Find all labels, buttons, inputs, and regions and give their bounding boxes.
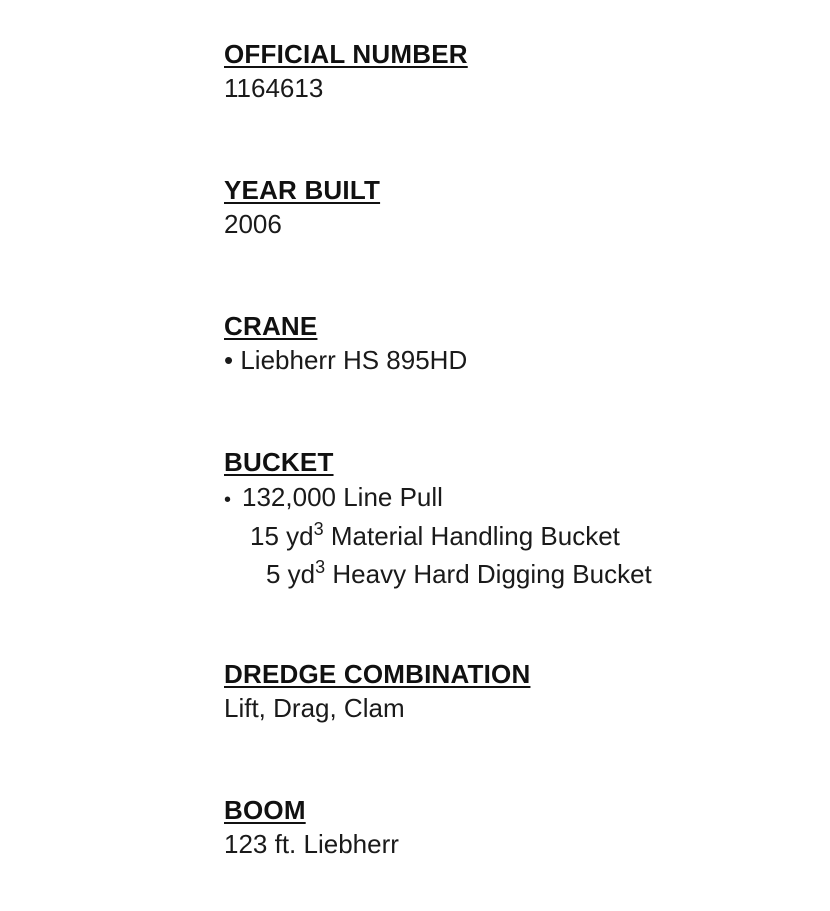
boom-heading: BOOM xyxy=(224,795,306,825)
bucket-heading: BUCKET xyxy=(224,447,334,477)
bucket-item-desc: Material Handling Bucket xyxy=(323,521,620,551)
official-number-section xyxy=(224,38,784,104)
crane-value: Liebherr HS 895HD xyxy=(240,345,468,375)
boom-value: 123 ft. Liebherr xyxy=(224,829,399,859)
bucket-item xyxy=(224,555,784,593)
dredge-combination-value: Lift, Drag, Clam xyxy=(224,693,405,723)
year-built-value: 2006 xyxy=(224,209,282,239)
bucket-section xyxy=(224,446,784,593)
dredge-combination-heading: DREDGE COMBINATION xyxy=(224,659,531,689)
crane-section xyxy=(224,310,784,376)
bucket-item-exponent: 3 xyxy=(313,519,324,539)
bucket-item xyxy=(224,517,784,555)
year-built-section xyxy=(224,174,784,240)
line-pull-value: 132,000 Line Pull xyxy=(242,482,443,512)
crane-heading: CRANE xyxy=(224,311,318,341)
official-number-value: 1164613 xyxy=(224,73,324,103)
official-number-heading: OFFICIAL NUMBER xyxy=(224,39,468,69)
bucket-item-exponent: 3 xyxy=(315,557,326,577)
bucket-item-qty: 5 yd xyxy=(266,559,316,589)
bucket-line-pull xyxy=(224,480,784,517)
crane-value-line xyxy=(224,344,784,376)
dredge-combination-section xyxy=(224,658,784,724)
bucket-item-desc: Heavy Hard Digging Bucket xyxy=(325,559,652,589)
year-built-heading: YEAR BUILT xyxy=(224,175,381,205)
bullet-glyph: • xyxy=(224,345,234,375)
bullet-glyph: • xyxy=(224,489,232,511)
bucket-item-qty: 15 yd xyxy=(250,521,314,551)
boom-section xyxy=(224,794,784,860)
